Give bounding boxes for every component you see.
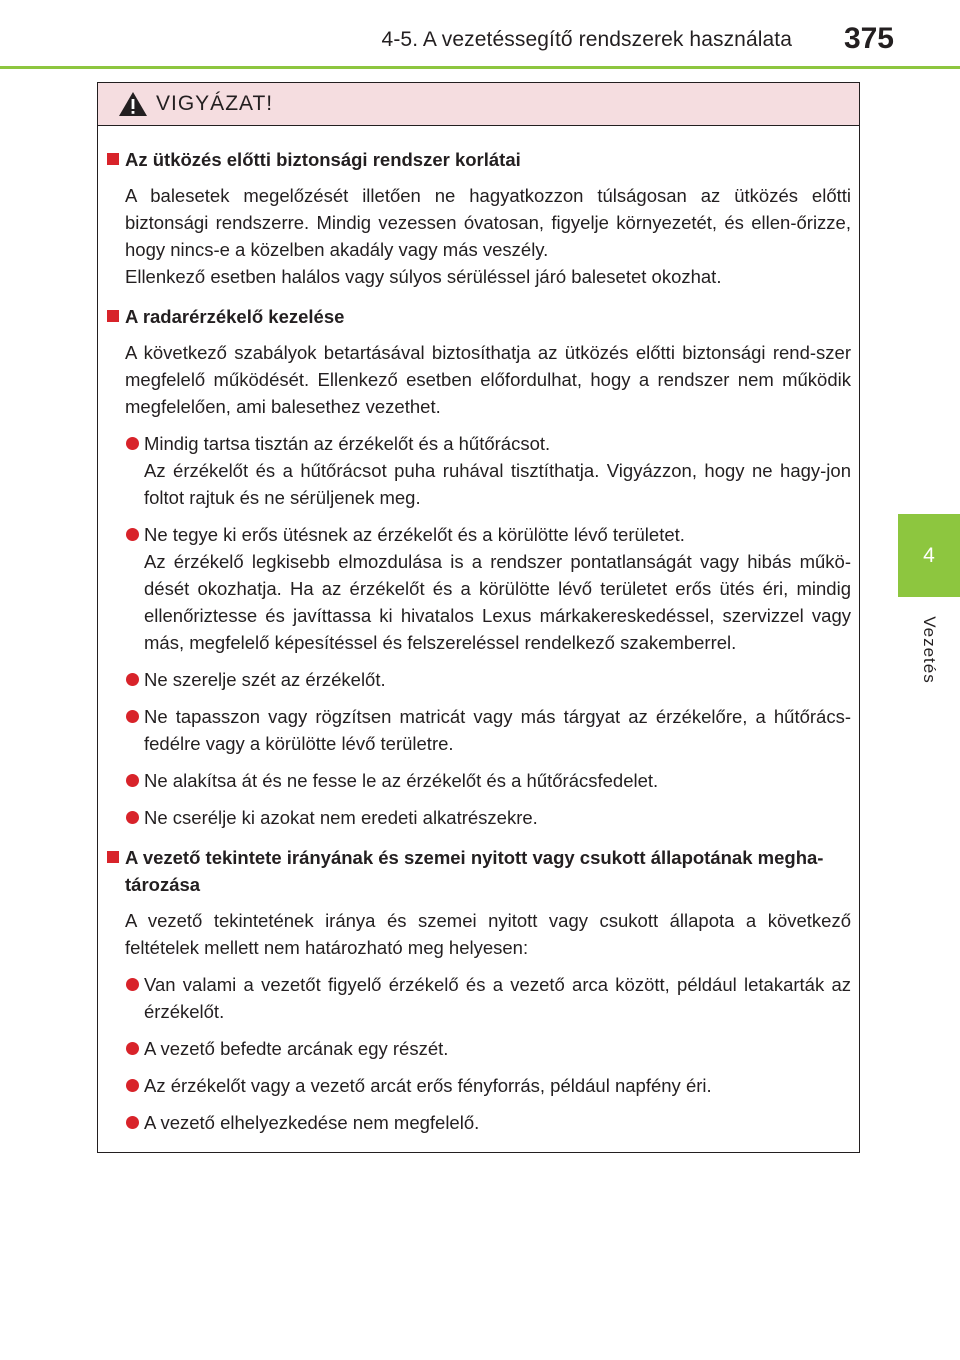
- list-item: [125, 971, 851, 1025]
- red-dot-icon: [126, 673, 139, 686]
- section-heading-text: A vezető tekintete irányának és szemei nyitott vagy csukott állapotának megha-tározása: [125, 847, 824, 895]
- red-dot-icon: [126, 811, 139, 824]
- red-dot-icon: [126, 1042, 139, 1055]
- red-dot-icon: [126, 774, 139, 787]
- paragraph: A balesetek megelőzését illetően ne hagyatkozzon túlságosan az ütközés előtti biztonsági rendszerre. Mindig vezessen óvatosan, figyelje környezetét, és ellen-őrizze, hogy nincs-e a közelben akadály vagy más veszély.: [125, 185, 851, 260]
- page-number: 375: [843, 22, 894, 55]
- paragraph: A vezető tekintetének iránya és szemei nyitott vagy csukott állapota a következő feltételek mellett nem határozható meg helyesen:: [125, 910, 851, 958]
- running-header-title: 4-5. A vezetéssegítő rendszerek használata: [381, 28, 792, 51]
- warning-triangle-icon: [118, 91, 148, 117]
- list-item-text: Mindig tartsa tisztán az érzékelőt és a hűtőrácsot.: [144, 433, 551, 454]
- section-heading-text: A radarérzékelő kezelése: [125, 306, 345, 327]
- section-heading: [107, 844, 851, 898]
- list-item-text: Ne tapasszon vagy rögzítsen matricát vagy más tárgyat az érzékelőre, a hűtőrács-fedélre vagy a körülötte lévő területre.: [144, 706, 851, 754]
- list-item: [125, 1035, 851, 1062]
- list-item: [125, 521, 851, 656]
- list-item-detail: Az érzékelőt és a hűtőrácsot puha ruhával tisztíthatja. Vigyázzon, hogy ne hagy-jon foltot rajtuk és ne sérüljenek meg.: [144, 460, 851, 508]
- list-item-text: Ne szerelje szét az érzékelőt.: [144, 669, 386, 690]
- list-item-text: A vezető elhelyezkedése nem megfelelő.: [144, 1112, 480, 1133]
- paragraph: Ellenkező esetben halálos vagy súlyos sérüléssel járó balesetet okozhat.: [125, 266, 722, 287]
- list-item-text: Ne alakítsa át és ne fesse le az érzékelőt és a hűtőrácsfedelet.: [144, 770, 659, 791]
- list-item-detail: Az érzékelő legkisebb elmozdulása is a rendszer pontatlanságát vagy hibás műkö-dését okozhatja. Ha az érzékelőt és a körülötte lévő területet erős ütés éri, mindig ellenőriztesse és javíttassa ki hivatalos Lexus márkakereskedéssel, szervizzel vagy más, megfelelő képesítéssel és felszereléssel rendelkező szakemberrel.: [144, 551, 851, 653]
- list-item: [125, 666, 851, 693]
- caution-title: VIGYÁZAT!: [156, 92, 274, 115]
- chapter-tab-label: Vezetés: [920, 616, 939, 684]
- list-item: [125, 1109, 851, 1136]
- list-item: [125, 1072, 851, 1099]
- list-item: [125, 430, 851, 511]
- chapter-tab: [898, 514, 960, 597]
- paragraph: A következő szabályok betartásával biztosíthatja az ütközés előtti biztonsági rend-szer megfelelő működését. Ellenkező esetben előfordulhat, hogy a rendszer nem működik megfelelően, ami balesethez vezethet.: [125, 342, 851, 417]
- caution-box: [97, 82, 860, 1153]
- red-square-icon: [107, 310, 119, 322]
- list-item-text: Ne tegye ki erős ütésnek az érzékelőt és a körülötte lévő területet.: [144, 524, 685, 545]
- list-item: [125, 804, 851, 831]
- red-dot-icon: [126, 1079, 139, 1092]
- list-item-text: Ne cserélje ki azokat nem eredeti alkatrészekre.: [144, 807, 538, 828]
- section-heading: [107, 146, 851, 173]
- chapter-tab-number: 4: [923, 543, 935, 567]
- list-item: [125, 703, 851, 757]
- red-dot-icon: [126, 978, 139, 991]
- list-item-text: Az érzékelőt vagy a vezető arcát erős fényforrás, például napfény éri.: [144, 1075, 712, 1096]
- caution-header: [98, 83, 859, 126]
- section-heading-text: Az ütközés előtti biztonsági rendszer korlátai: [125, 149, 521, 170]
- red-square-icon: [107, 851, 119, 863]
- red-dot-icon: [126, 437, 139, 450]
- red-dot-icon: [126, 528, 139, 541]
- red-dot-icon: [126, 710, 139, 723]
- list-item: [125, 767, 851, 794]
- list-item-text: Van valami a vezetőt figyelő érzékelő és a vezető arca között, például letakarták az érzékelőt.: [144, 974, 851, 1022]
- caution-body: [98, 126, 859, 1136]
- red-dot-icon: [126, 1116, 139, 1129]
- header-divider: [0, 66, 960, 69]
- list-item-text: A vezető befedte arcának egy részét.: [144, 1038, 449, 1059]
- red-square-icon: [107, 153, 119, 165]
- section-heading: [107, 303, 851, 330]
